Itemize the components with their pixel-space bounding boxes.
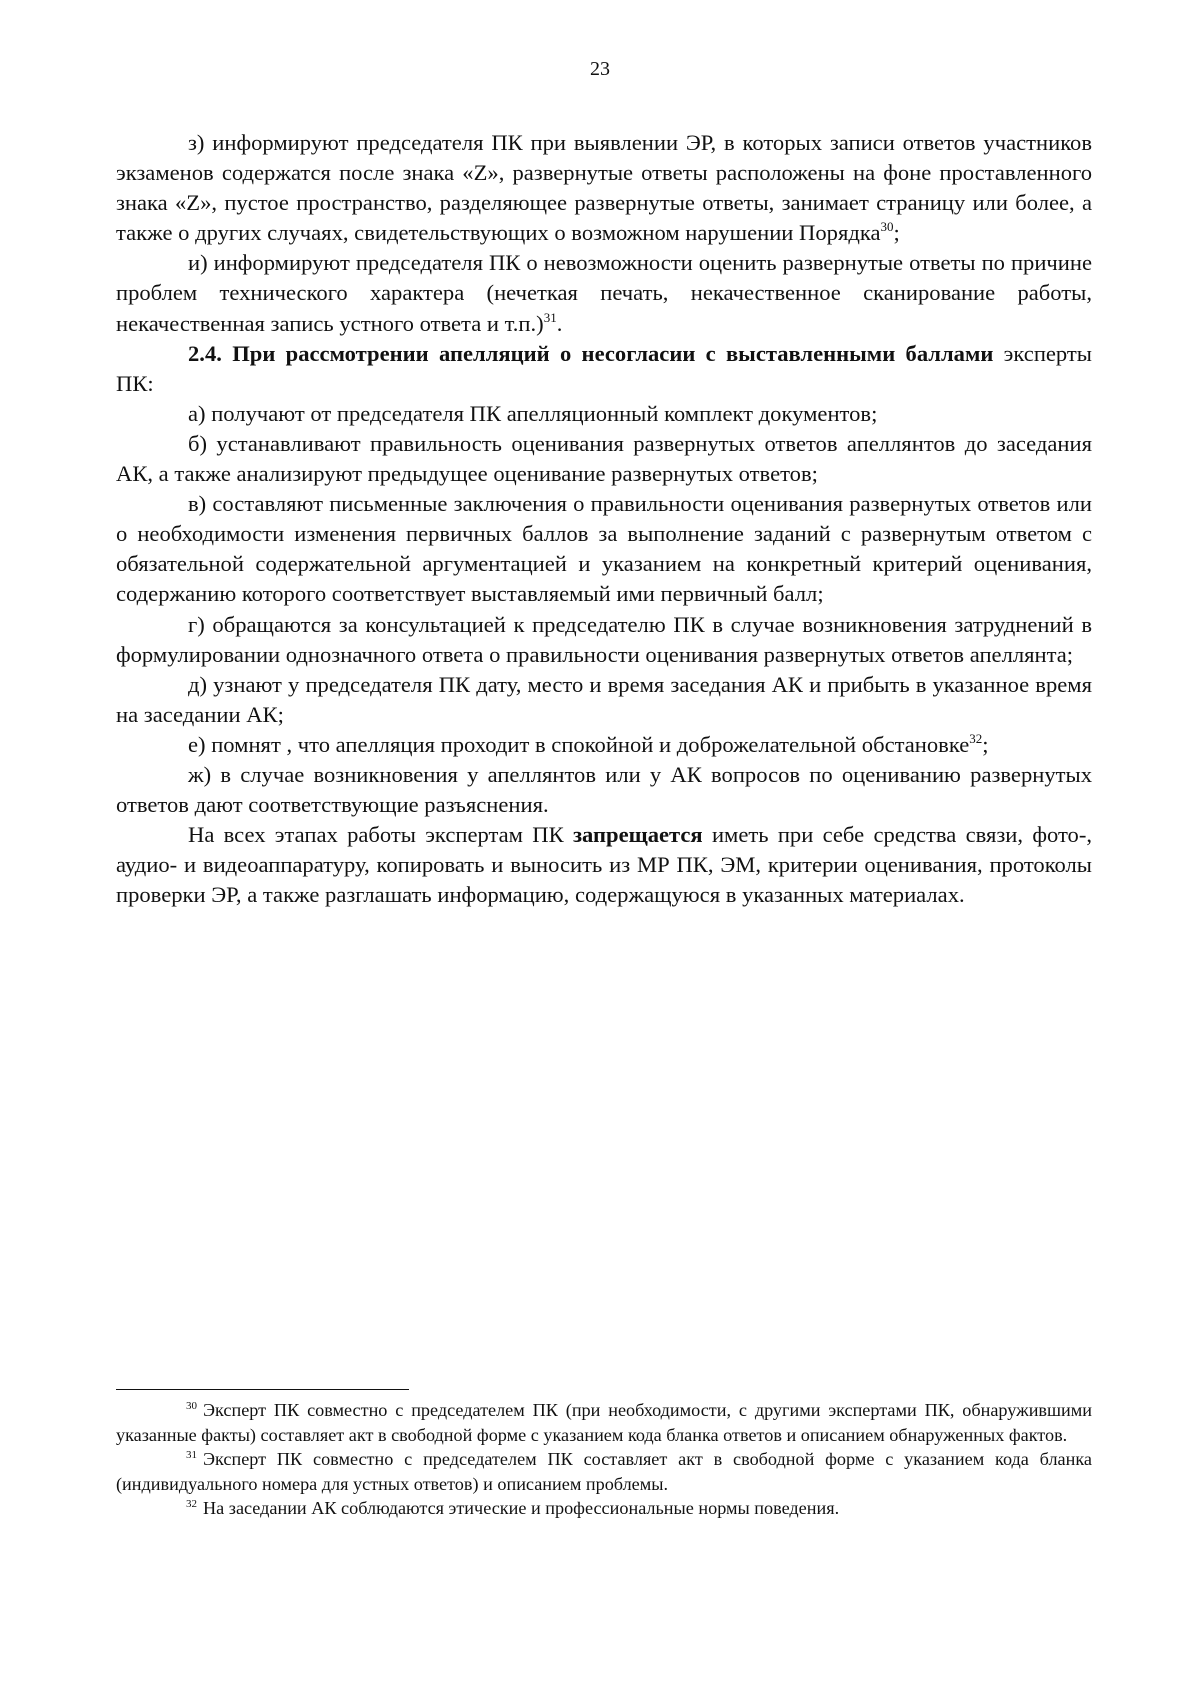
- footnote-ref-30[interactable]: 30: [880, 219, 894, 235]
- list-item-b: б) устанавливают правильность оценивания развернутых ответов апеллянтов до заседания АК, а также анализируют предыдущее оценивание развернутых ответов;: [116, 430, 1092, 487]
- paragraph-z: [116, 128, 1092, 248]
- footnote-31: [116, 1447, 1092, 1496]
- footnote-32: [116, 1496, 1092, 1521]
- paragraph-i-end: .: [556, 310, 563, 336]
- list-item-v: в) составляют письменные заключения о правильности оценивания развернутых ответов или о необходимости изменения первичных баллов за выполнение заданий с развернутым ответом с обязательной содержательной аргументацией и указанием на конкретный критерий оценивания, содержанию которого соответствует выставляемый ими первичный балл;: [116, 491, 1092, 607]
- section-heading-bold: 2.4. При рассмотрении апелляций о несогласии с выставленными баллами: [188, 340, 994, 366]
- footnote-number: 30: [186, 1400, 197, 1412]
- list-item-e-end: ;: [982, 731, 989, 757]
- footnote-30: [116, 1398, 1092, 1447]
- footnotes: [116, 1398, 1092, 1521]
- footnote-separator: [116, 1389, 409, 1390]
- section-heading: [116, 339, 1092, 399]
- list-item-e: [116, 730, 1092, 760]
- footnote-ref-32[interactable]: 32: [969, 730, 983, 746]
- closing-text-bold: запрещается: [572, 822, 703, 848]
- list-item-zh: ж) в случае возникновения у апеллянтов или у АК вопросов по оцениванию развернутых ответов дают соответствующие разъяснения.: [116, 761, 1092, 818]
- list-item-e-text: е) помнят , что апелляция проходит в спокойной и доброжелательной обстановке: [188, 731, 970, 757]
- closing-paragraph: [116, 820, 1092, 910]
- footnote-text: На заседании АК соблюдаются этические и профессиональные нормы поведения.: [203, 1498, 840, 1519]
- paragraph-i: [116, 248, 1092, 338]
- section-heading-tail: эксперты ПК:: [116, 340, 1092, 396]
- paragraph-i-text: и) информируют председателя ПК о невозможности оценить развернутые ответы по причине проблем технического характера (нечеткая печать, некачественное сканирование работы, некачественная запись устного ответа и т.п.): [116, 250, 1092, 336]
- footnote-number: 31: [186, 1449, 197, 1462]
- paragraph-z-text: з) информируют председателя ПК при выявлении ЭР, в которых записи ответов участников экзаменов содержатся после знака «Z», развернутые ответы расположены на фоне проставленного знака «Z», пустое пространство, разделяющее развернутые ответы, занимает страницу или более, а также о других случаях, свидетельствующих о возможном нарушении Порядка: [116, 130, 1092, 246]
- list-item-a: а) получают от председателя ПК апелляционный комплект документов;: [188, 400, 878, 426]
- closing-text-after: иметь при себе средства связи, фото-, аудио- и видеоаппаратуру, копировать и выносить из МР ПК, ЭМ, критерии оценивания, протоколы проверки ЭР, а также разглашать информацию, содержащуюся в указанных материалах.: [116, 822, 1093, 908]
- footnote-text: Эксперт ПК совместно с председателем ПК (при необходимости, с другими экспертами ПК, обнаружившими указанные факты) составляет акт в свободной форме с указанием кода бланка ответов и описанием обнаруженных фактов.: [116, 1400, 1092, 1445]
- body-text: [116, 128, 1092, 910]
- paragraph-z-end: ;: [893, 220, 900, 246]
- footnote-ref-31[interactable]: 31: [543, 309, 557, 325]
- page-number: 23: [590, 58, 610, 80]
- footnote-text: Эксперт ПК совместно с председателем ПК составляет акт в свободной форме с указанием кода бланка (индивидуального номера для устных ответов) и описанием проблемы.: [116, 1449, 1092, 1494]
- closing-text-before: На всех этапах работы экспертам ПК: [188, 822, 573, 848]
- footnote-number: 32: [186, 1498, 197, 1511]
- list-item-g: г) обращаются за консультацией к председателю ПК в случае возникновения затруднений в формулировании однозначного ответа о правильности оценивания развернутых ответов апеллянта;: [116, 611, 1092, 667]
- list-item-d: д) узнают у председателя ПК дату, место и время заседания АК и прибыть в указанное время на заседании АК;: [116, 671, 1092, 727]
